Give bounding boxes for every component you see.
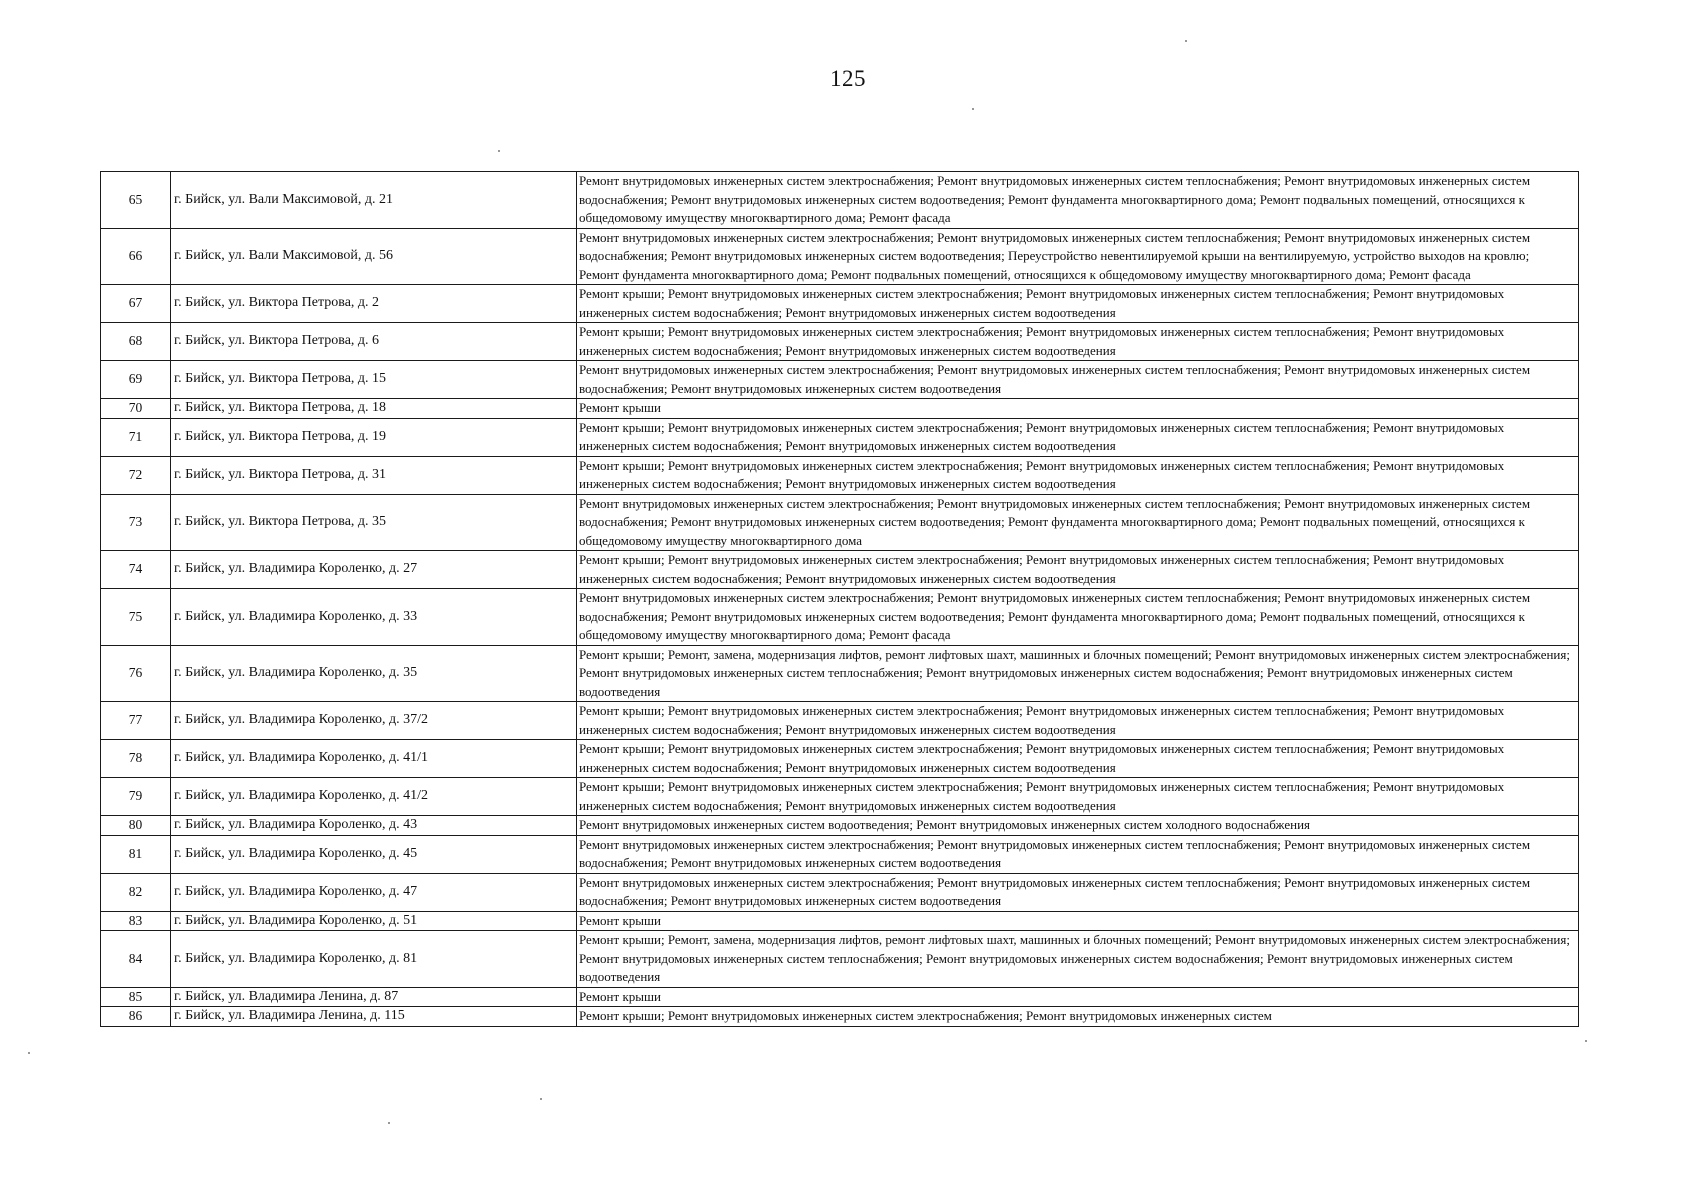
- address-cell: г. Бийск, ул. Виктора Петрова, д. 31: [171, 456, 577, 494]
- address-cell: г. Бийск, ул. Виктора Петрова, д. 19: [171, 418, 577, 456]
- repair-works-cell: Ремонт крыши; Ремонт внутридомовых инженерных систем электроснабжения; Ремонт внутридомовых инженерных систем теплоснабжения; Ремонт внутридомовых инженерных систем водоснабжения; Ремонт внутридомовых инженерных систем водоотведения: [577, 418, 1579, 456]
- repair-works-cell: Ремонт крыши; Ремонт внутридомовых инженерных систем электроснабжения; Ремонт внутридомовых инженерных систем теплоснабжения; Ремонт внутридомовых инженерных систем водоснабжения; Ремонт внутридомовых инженерных систем водоотведения: [577, 778, 1579, 816]
- row-number-cell: 81: [101, 835, 171, 873]
- page-number: 125: [830, 66, 866, 91]
- table-row: [101, 740, 1579, 778]
- address-cell: г. Бийск, ул. Владимира Короленко, д. 47: [171, 873, 577, 911]
- table-row: [101, 835, 1579, 873]
- repair-works-cell: Ремонт крыши; Ремонт внутридомовых инженерных систем электроснабжения; Ремонт внутридомовых инженерных систем теплоснабжения; Ремонт внутридомовых инженерных систем водоснабжения; Ремонт внутридомовых инженерных систем водоотведения: [577, 551, 1579, 589]
- scan-speck: [1585, 1040, 1587, 1042]
- row-number-cell: 82: [101, 873, 171, 911]
- repair-works-cell: Ремонт внутридомовых инженерных систем электроснабжения; Ремонт внутридомовых инженерных систем теплоснабжения; Ремонт внутридомовых инженерных систем водоснабжения; Ремонт внутридомовых инженерных систем водоотведения; Ремонт фундамента многоквартирного дома; Ремонт подвальных помещений, относящихся к общедомовому имуществу многоквартирного дома; Ремонт фасада: [577, 589, 1579, 646]
- row-number-cell: 83: [101, 911, 171, 931]
- table-row: [101, 645, 1579, 702]
- table-row: [101, 285, 1579, 323]
- row-number-cell: 86: [101, 1007, 171, 1027]
- scan-speck: [498, 150, 500, 152]
- address-cell: г. Бийск, ул. Вали Максимовой, д. 21: [171, 172, 577, 229]
- table-row: [101, 551, 1579, 589]
- address-cell: г. Бийск, ул. Виктора Петрова, д. 18: [171, 399, 577, 419]
- repair-works-cell: Ремонт крыши: [577, 399, 1579, 419]
- row-number-cell: 74: [101, 551, 171, 589]
- repair-works-cell: Ремонт крыши; Ремонт, замена, модернизация лифтов, ремонт лифтовых шахт, машинных и блочных помещений; Ремонт внутридомовых инженерных систем электроснабжения; Ремонт внутридомовых инженерных систем теплоснабжения; Ремонт внутридомовых инженерных систем водоснабжения; Ремонт внутридомовых инженерных систем водоотведения: [577, 931, 1579, 988]
- row-number-cell: 75: [101, 589, 171, 646]
- address-cell: г. Бийск, ул. Вали Максимовой, д. 56: [171, 228, 577, 285]
- repair-works-cell: Ремонт крыши; Ремонт внутридомовых инженерных систем электроснабжения; Ремонт внутридомовых инженерных систем теплоснабжения; Ремонт внутридомовых инженерных систем водоснабжения; Ремонт внутридомовых инженерных систем водоотведения: [577, 285, 1579, 323]
- repair-works-cell: Ремонт крыши; Ремонт внутридомовых инженерных систем электроснабжения; Ремонт внутридомовых инженерных систем теплоснабжения; Ремонт внутридомовых инженерных систем водоснабжения; Ремонт внутридомовых инженерных систем водоотведения: [577, 456, 1579, 494]
- address-cell: г. Бийск, ул. Владимира Короленко, д. 33: [171, 589, 577, 646]
- repair-works-cell: Ремонт внутридомовых инженерных систем электроснабжения; Ремонт внутридомовых инженерных систем теплоснабжения; Ремонт внутридомовых инженерных систем водоснабжения; Ремонт внутридомовых инженерных систем водоотведения: [577, 835, 1579, 873]
- address-cell: г. Бийск, ул. Владимира Ленина, д. 115: [171, 1007, 577, 1027]
- row-number-cell: 72: [101, 456, 171, 494]
- row-number-cell: 78: [101, 740, 171, 778]
- address-cell: г. Бийск, ул. Виктора Петрова, д. 2: [171, 285, 577, 323]
- table-row: [101, 418, 1579, 456]
- row-number-cell: 84: [101, 931, 171, 988]
- table-row: [101, 987, 1579, 1007]
- address-cell: г. Бийск, ул. Владимира Короленко, д. 51: [171, 911, 577, 931]
- scan-speck: [1185, 40, 1187, 42]
- row-number-cell: 65: [101, 172, 171, 229]
- table-row: [101, 816, 1579, 836]
- table-row: [101, 172, 1579, 229]
- repair-works-cell: Ремонт крыши; Ремонт внутридомовых инженерных систем электроснабжения; Ремонт внутридомовых инженерных систем теплоснабжения; Ремонт внутридомовых инженерных систем водоснабжения; Ремонт внутридомовых инженерных систем водоотведения: [577, 702, 1579, 740]
- row-number-cell: 73: [101, 494, 171, 551]
- row-number-cell: 77: [101, 702, 171, 740]
- repair-works-cell: Ремонт крыши: [577, 911, 1579, 931]
- row-number-cell: 68: [101, 323, 171, 361]
- row-number-cell: 70: [101, 399, 171, 419]
- repair-works-cell: Ремонт крыши; Ремонт внутридомовых инженерных систем электроснабжения; Ремонт внутридомовых инженерных систем теплоснабжения; Ремонт внутридомовых инженерных систем водоснабжения; Ремонт внутридомовых инженерных систем водоотведения: [577, 740, 1579, 778]
- repair-works-cell: Ремонт внутридомовых инженерных систем электроснабжения; Ремонт внутридомовых инженерных систем теплоснабжения; Ремонт внутридомовых инженерных систем водоснабжения; Ремонт внутридомовых инженерных систем водоотведения: [577, 361, 1579, 399]
- repair-works-cell: Ремонт крыши; Ремонт, замена, модернизация лифтов, ремонт лифтовых шахт, машинных и блочных помещений; Ремонт внутридомовых инженерных систем электроснабжения; Ремонт внутридомовых инженерных систем теплоснабжения; Ремонт внутридомовых инженерных систем водоснабжения; Ремонт внутридомовых инженерных систем водоотведения: [577, 645, 1579, 702]
- address-cell: г. Бийск, ул. Виктора Петрова, д. 35: [171, 494, 577, 551]
- table-row: [101, 456, 1579, 494]
- row-number-cell: 71: [101, 418, 171, 456]
- row-number-cell: 69: [101, 361, 171, 399]
- scan-speck: [28, 1052, 30, 1054]
- address-cell: г. Бийск, ул. Владимира Короленко, д. 45: [171, 835, 577, 873]
- row-number-cell: 79: [101, 778, 171, 816]
- repair-works-cell: Ремонт крыши: [577, 987, 1579, 1007]
- repair-works-cell: Ремонт внутридомовых инженерных систем водоотведения; Ремонт внутридомовых инженерных систем холодного водоснабжения: [577, 816, 1579, 836]
- table-row: [101, 361, 1579, 399]
- table-row: [101, 778, 1579, 816]
- repair-works-cell: Ремонт внутридомовых инженерных систем электроснабжения; Ремонт внутридомовых инженерных систем теплоснабжения; Ремонт внутридомовых инженерных систем водоснабжения; Ремонт внутридомовых инженерных систем водоотведения; Ремонт фундамента многоквартирного дома; Ремонт подвальных помещений, относящихся к общедомовому имуществу многоквартирного дома; Ремонт фасада: [577, 172, 1579, 229]
- row-number-cell: 80: [101, 816, 171, 836]
- table-row: [101, 873, 1579, 911]
- repair-works-cell: Ремонт крыши; Ремонт внутридомовых инженерных систем электроснабжения; Ремонт внутридомовых инженерных систем теплоснабжения; Ремонт внутридомовых инженерных систем водоснабжения; Ремонт внутридомовых инженерных систем водоотведения: [577, 323, 1579, 361]
- address-cell: г. Бийск, ул. Владимира Короленко, д. 81: [171, 931, 577, 988]
- repair-works-cell: Ремонт внутридомовых инженерных систем электроснабжения; Ремонт внутридомовых инженерных систем теплоснабжения; Ремонт внутридомовых инженерных систем водоснабжения; Ремонт внутридомовых инженерных систем водоотведения; Ремонт фундамента многоквартирного дома; Ремонт подвальных помещений, относящихся к общедомовому имуществу многоквартирного дома: [577, 494, 1579, 551]
- address-cell: г. Бийск, ул. Владимира Ленина, д. 87: [171, 987, 577, 1007]
- row-number-cell: 66: [101, 228, 171, 285]
- row-number-cell: 85: [101, 987, 171, 1007]
- address-cell: г. Бийск, ул. Виктора Петрова, д. 6: [171, 323, 577, 361]
- table-row: [101, 931, 1579, 988]
- repair-works-cell: Ремонт крыши; Ремонт внутридомовых инженерных систем электроснабжения; Ремонт внутридомовых инженерных систем: [577, 1007, 1579, 1027]
- repair-works-cell: Ремонт внутридомовых инженерных систем электроснабжения; Ремонт внутридомовых инженерных систем теплоснабжения; Ремонт внутридомовых инженерных систем водоснабжения; Ремонт внутридомовых инженерных систем водоотведения; Переустройство невентилируемой крыши на вентилируемую, устройство выходов на кровлю; Ремонт фундамента многоквартирного дома; Ремонт подвальных помещений, относящихся к общедомовому имуществу многоквартирного дома; Ремонт фасада: [577, 228, 1579, 285]
- scan-speck: [972, 108, 974, 110]
- address-cell: г. Бийск, ул. Владимира Короленко, д. 41/2: [171, 778, 577, 816]
- table-row: [101, 911, 1579, 931]
- row-number-cell: 67: [101, 285, 171, 323]
- table-row: [101, 399, 1579, 419]
- address-cell: г. Бийск, ул. Владимира Короленко, д. 37/2: [171, 702, 577, 740]
- scan-speck: [388, 1122, 390, 1124]
- table-row: [101, 589, 1579, 646]
- address-cell: г. Бийск, ул. Владимира Короленко, д. 35: [171, 645, 577, 702]
- row-number-cell: 76: [101, 645, 171, 702]
- scan-speck: [540, 1098, 542, 1100]
- table-row: [101, 702, 1579, 740]
- address-cell: г. Бийск, ул. Владимира Короленко, д. 41/1: [171, 740, 577, 778]
- address-cell: г. Бийск, ул. Владимира Короленко, д. 43: [171, 816, 577, 836]
- registry-table-body: [101, 172, 1579, 1027]
- table-row: [101, 323, 1579, 361]
- table-row: [101, 494, 1579, 551]
- address-cell: г. Бийск, ул. Виктора Петрова, д. 15: [171, 361, 577, 399]
- repair-registry-table: [100, 171, 1579, 1027]
- address-cell: г. Бийск, ул. Владимира Короленко, д. 27: [171, 551, 577, 589]
- table-row: [101, 1007, 1579, 1027]
- table-row: [101, 228, 1579, 285]
- repair-works-cell: Ремонт внутридомовых инженерных систем электроснабжения; Ремонт внутридомовых инженерных систем теплоснабжения; Ремонт внутридомовых инженерных систем водоснабжения; Ремонт внутридомовых инженерных систем водоотведения: [577, 873, 1579, 911]
